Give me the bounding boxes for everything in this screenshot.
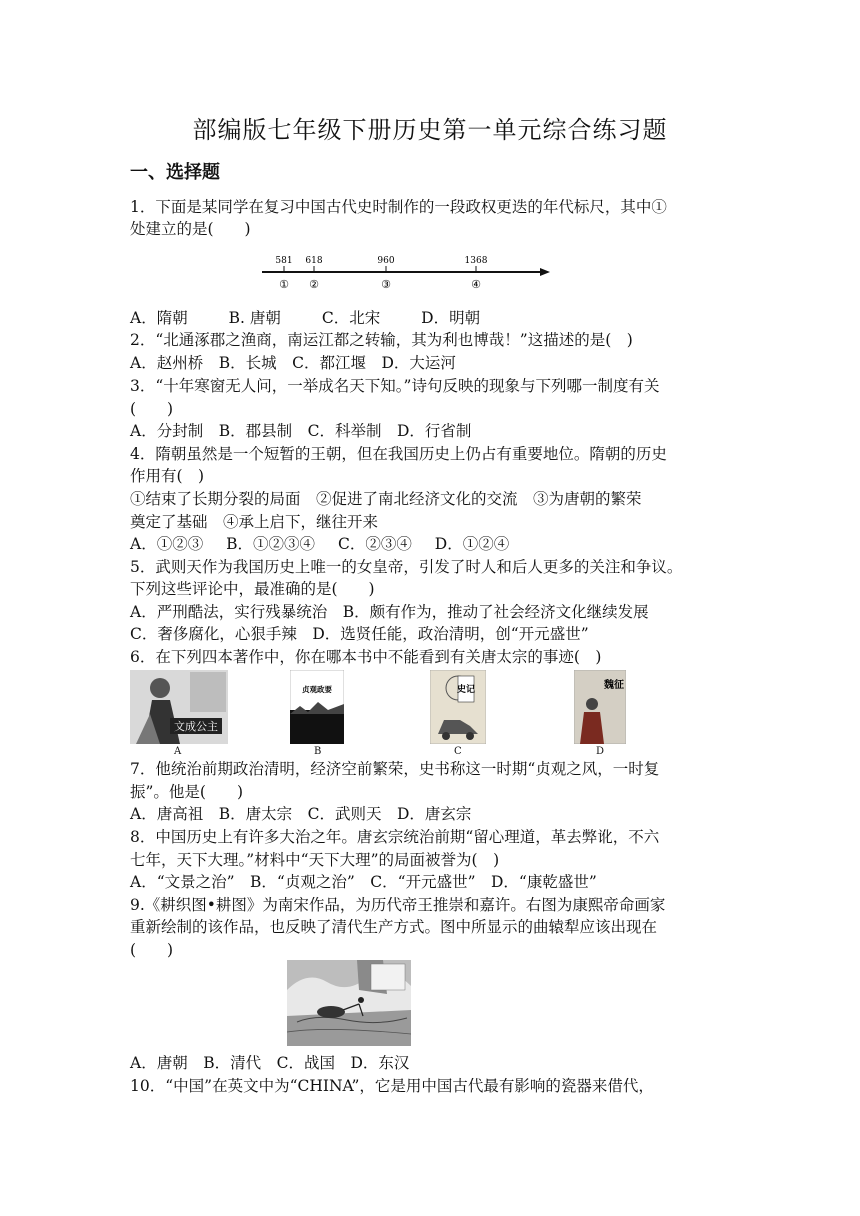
image-b-label: B: [314, 746, 322, 757]
plowing-painting-image[interactable]: [287, 960, 411, 1046]
question-5-options-ab[interactable]: A．严刑酷法，实行残暴统治 B．颇有作为，推动了社会经济文化继续发展: [130, 603, 649, 621]
question-7-text: 7．他统治前期政治清明，经济空前繁荣，史书称这一时期“贞观之风，一时复: [130, 760, 660, 778]
image-a-label: A: [174, 746, 182, 757]
question-5-text-cont: 下列这些评论中，最准确的是( ): [130, 580, 375, 598]
option-c[interactable]: C．②③④: [337, 535, 412, 553]
question-1-text: 1．下面是某同学在复习中国古代史时制作的一段政权更迭的年代标尺，其中①: [130, 198, 667, 216]
option-a[interactable]: A．隋朝: [130, 309, 188, 327]
question-8-options[interactable]: A．“文景之治” B．“贞观之治” C．“开元盛世” D．“康乾盛世”: [130, 873, 597, 891]
image-a-princess[interactable]: [130, 670, 228, 744]
timeline-mark-4: ④: [471, 278, 481, 291]
timeline-mark-2: ②: [309, 278, 319, 291]
option-b[interactable]: B．①②③④: [226, 535, 316, 553]
option-a[interactable]: A．①②③: [130, 535, 204, 553]
question-2-options[interactable]: A．赵州桥 B．长城 C．都江堰 D．大运河: [130, 354, 456, 372]
timeline-year-1: 581: [275, 256, 293, 266]
question-9-text: 9.《耕织图•耕图》为南宋作品，为历代帝王推崇和嘉许。右图为康熙帝命画家: [130, 896, 666, 914]
image-d-book-cover[interactable]: [574, 670, 626, 744]
timeline-mark-1: ①: [279, 278, 289, 291]
question-9-options[interactable]: A．唐朝 B．清代 C．战国 D．东汉: [130, 1054, 410, 1072]
question-9-text-cont2: ( ): [130, 941, 174, 959]
option-d[interactable]: D．①②④: [434, 535, 510, 553]
question-4-statement-1: ①结束了长期分裂的局面 ②促进了南北经济文化的交流 ③为唐朝的繁荣: [130, 490, 642, 508]
question-3-options[interactable]: A．分封制 B．郡县制 C．科举制 D．行省制: [130, 422, 472, 440]
image-c-label: C: [454, 746, 462, 757]
question-4-options: [130, 533, 730, 555]
question-3-text: 3．“十年寒窗无人问，一举成名天下知。”诗句反映的现象与下列哪一制度有关: [130, 377, 660, 395]
timeline-year-4: 1368: [464, 256, 488, 266]
question-8-text-cont: 七年，天下大理。”材料中“天下大理”的局面被誉为( ): [130, 851, 500, 869]
question-5-text: 5．武则天作为我国历史上唯一的女皇帝，引发了时人和后人更多的关注和争议。: [130, 558, 683, 576]
question-8-text: 8．中国历史上有许多大治之年。唐玄宗统治前期“留心理道，革去弊讹，不六: [130, 828, 660, 846]
image-d-label: D: [596, 746, 605, 757]
timeline-year-3: 960: [377, 256, 395, 266]
question-1-text-cont: 处建立的是( ): [130, 220, 251, 238]
question-2-text: 2．“北通涿郡之渔商，南运江都之转输，其为利也博哉！”这描述的是( ): [130, 331, 633, 349]
image-c-book-cover[interactable]: [430, 670, 486, 744]
image-c-caption: 史记: [456, 685, 476, 695]
question-6-text: 6．在下列四本著作中，你在哪本书中不能看到有关唐太宗的事迹( ): [130, 648, 602, 666]
section-heading: 一、选择题: [130, 162, 220, 183]
timeline-figure: [258, 250, 558, 294]
timeline-arrow: [540, 268, 550, 276]
question-4-statement-2: 奠定了基础 ④承上启下，继往开来: [130, 513, 379, 531]
image-b-caption: 贞观政要: [302, 685, 332, 694]
image-a-caption: 文成公主: [174, 720, 218, 733]
option-c[interactable]: C．北宋: [321, 309, 381, 327]
question-4-text: 4．隋朝虽然是一个短暂的王朝，但在我国历史上仍占有重要地位。隋朝的历史: [130, 445, 667, 463]
question-10-text: 10．“中国”在英文中为“CHINA”，它是用中国古代最有影响的瓷器来借代，: [130, 1077, 654, 1095]
question-3-text-cont: ( ): [130, 400, 174, 418]
question-9-text-cont: 重新绘制的该作品，也反映了清代生产方式。图中所显示的曲辕犁应该出现在: [130, 918, 658, 936]
image-b-book-cover[interactable]: [290, 670, 344, 744]
image-d-caption: 魏征: [604, 680, 624, 691]
question-1-options: [130, 307, 730, 329]
question-7-options[interactable]: A．唐高祖 B．唐太宗 C．武则天 D．唐玄宗: [130, 805, 472, 823]
question-4-text-cont: 作用有( ): [130, 467, 205, 485]
question-7-text-cont: 振”。他是( ): [130, 783, 244, 801]
question-5-options-cd[interactable]: C．奢侈腐化，心狠手辣 D．选贤任能，政治清明，创“开元盛世”: [130, 625, 589, 643]
timeline-mark-3: ③: [381, 278, 391, 291]
page-title: 部编版七年级下册历史第一单元综合练习题: [192, 116, 668, 144]
timeline-year-2: 618: [305, 256, 323, 266]
option-b[interactable]: B. 唐朝: [228, 309, 281, 327]
option-d[interactable]: D．明朝: [421, 309, 481, 327]
